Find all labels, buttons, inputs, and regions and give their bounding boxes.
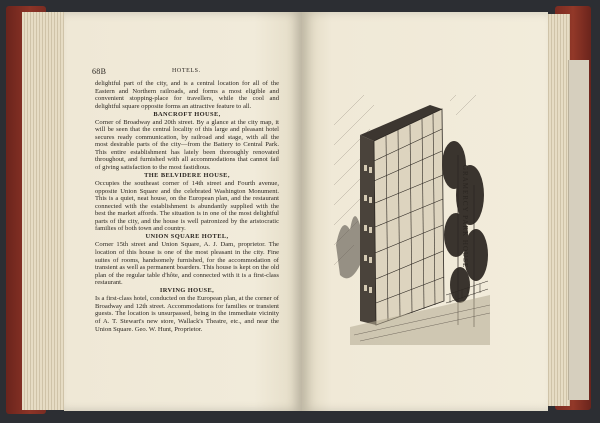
right-page-edges xyxy=(546,14,570,406)
heading-bancroft: BANCROFT HOUSE, xyxy=(153,110,221,118)
illustration-caption: GRAMERCY PARK HOUSE. xyxy=(461,164,469,272)
paragraph-bancroft: Corner of Broadway and 20th street. By a glance at the city map, it will be seen that the central locality of this large and pleasant hotel secures ready communication, by railroad and stage, with all the most desirable parts of the city—from the Battery to Central Park. This entire establishment has lately been thoroughly renovated throughout, and furnished with all accommodations that cannot fail of giving satisfaction to the most fastidious. xyxy=(95,118,279,172)
paragraph-union-square: Corner 15th street and Union Square, A. J. Dam, proprietor. The location of this house is one of the most pleasant in the city. Fine suites of rooms, handsomely furnished, for the accommodation of transient as well as permanent boarders. This house is kept on the old plan of the regular table d'hôte, and connected with it is a first-class restaurant. xyxy=(95,241,279,287)
intro-paragraph: delightful part of the city, and is a central location for all of the Eastern and Northern railroads, and forms a most eligible and convenient stopping-place for travellers, while the cool and delightful square opposite forms an attractive feature to all. xyxy=(95,80,279,110)
heading-belvidere: THE BELVIDERE HOUSE, xyxy=(144,172,230,180)
left-page-edges xyxy=(22,12,68,410)
paragraph-belvidere: Occupies the southeast corner of 14th street and Fourth avenue, opposite Union Square and the celebrated Washington Monument. This is a quiet, neat house, on the European plan, and the restaurant connected with the establishment is abundantly supplied with the best the market affords. The situation is in one of the most delightful parts of the city, and the house is well patronized by the aristocratic families of both town and country. xyxy=(95,180,279,233)
running-head: HOTELS. xyxy=(172,68,201,74)
heading-irving: IRVING HOUSE, xyxy=(159,287,215,295)
heading-union-square: UNION SQUARE HOTEL, xyxy=(145,233,229,241)
page-text xyxy=(95,80,279,333)
paragraph-irving: Is a first-class hotel, conducted on the European plan, at the corner of Broadway and 12th street. Accommodations for families or transient guests. The location is unsurpassed, being in the immediate vicinity of A. T. Stewart's new store, Wallack's Theatre, etc., and near the Union Square. Geo. W. Hunt, Proprietor. xyxy=(95,295,279,333)
page-header xyxy=(92,67,278,79)
inserted-slip xyxy=(568,60,589,400)
page-number: 68B xyxy=(92,67,107,76)
